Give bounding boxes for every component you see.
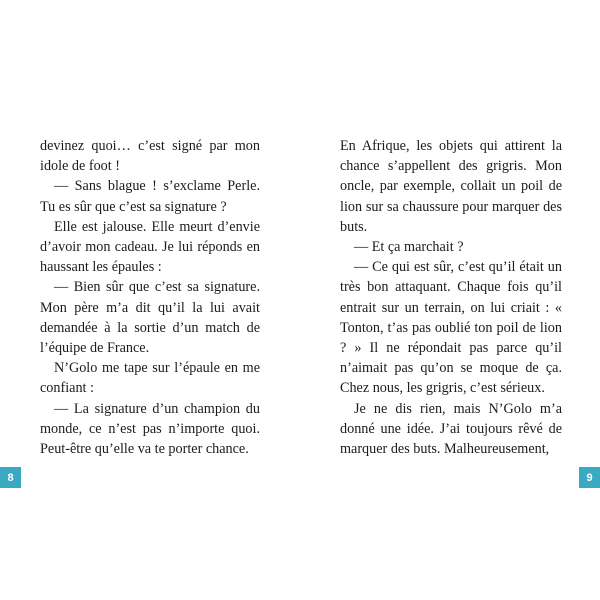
paragraph: — Sans blague ! s’exclame Perle. Tu es sûr que c’est sa signature ?: [40, 178, 260, 215]
page-number-right: 9: [579, 467, 600, 488]
paragraph: — Ce qui est sûr, c’est qu’il était un très bon attaquant. Chaque fois qu’il entrait sur un terrain, on lui criait : « Tonton, t’as pas oublié ton poil de lion ? » Il ne répondait pas parce qu’il n’aimait pas qu’on se moque de ça. Chez nous, les grigris, c’est sérieux.: [340, 259, 562, 397]
page-number-left: 8: [0, 467, 21, 488]
right-page-text: [340, 136, 562, 459]
left-page-text: [40, 136, 260, 459]
paragraph: devinez quoi… c’est signé par mon idole de foot !: [40, 138, 260, 175]
paragraph: — La signature d’un champion du monde, ce n’est pas n’importe quoi. Peut-être qu’elle va te porter chance.: [40, 400, 260, 458]
paragraph: N’Golo me tape sur l’épaule en me confiant :: [40, 360, 260, 397]
paragraph: En Afrique, les objets qui attirent la chance s’appellent des grigris. Mon oncle, par exemple, collait un poil de lion sur sa chaussure pour marquer des buts.: [340, 138, 562, 235]
paragraph: — Bien sûr que c’est sa signature. Mon père m’a dit qu’il la lui avait demandée à la sortie d’un match de l’équipe de France.: [40, 279, 260, 357]
paragraph: Elle est jalouse. Elle meurt d’envie d’avoir mon cadeau. Je lui réponds en haussant les épaules :: [40, 218, 260, 276]
paragraph: — Et ça marchait ?: [354, 239, 464, 256]
paragraph: Je ne dis rien, mais N’Golo m’a donné une idée. J’ai toujours rêvé de marquer des buts. Malheureusement,: [340, 400, 562, 458]
